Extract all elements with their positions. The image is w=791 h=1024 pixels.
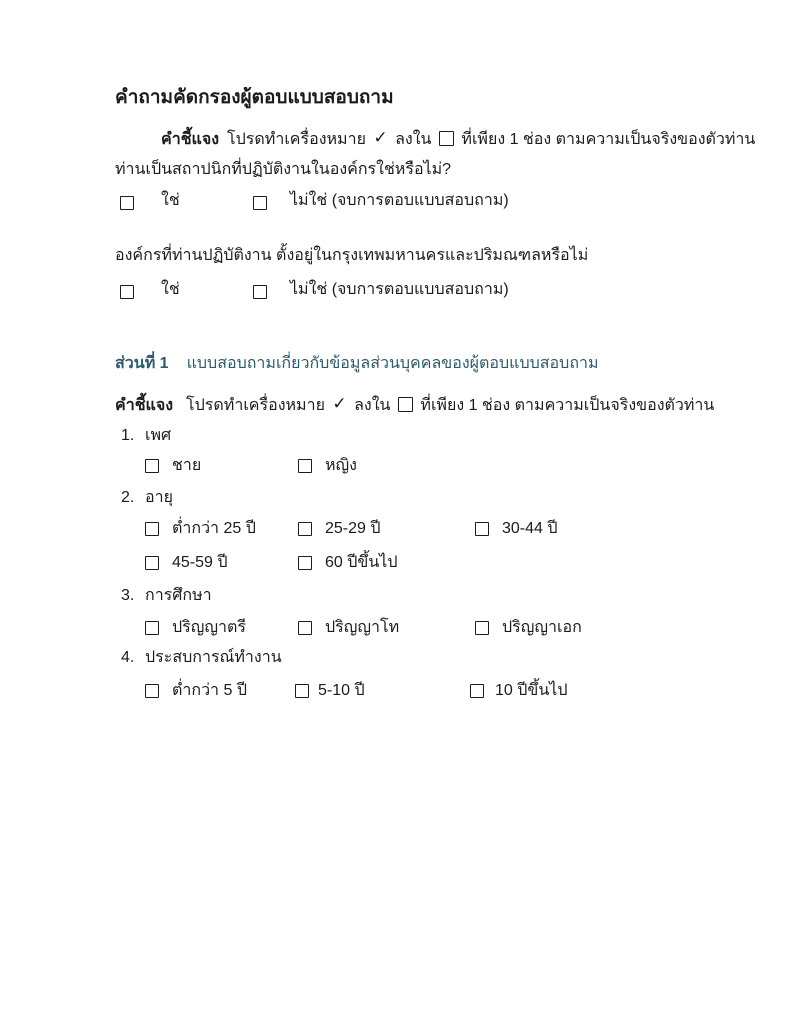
question-1 <box>121 424 171 448</box>
question-4-number: 4. <box>121 649 135 666</box>
checkbox-age-25-29[interactable] <box>298 522 312 536</box>
question-2-text: อายุ <box>145 489 173 506</box>
option-label-exp-10up: 10 ปีขึ้นไป <box>495 682 568 699</box>
option-label-q1-no: ไม่ใช่ (จบการตอบแบบสอบถาม) <box>290 192 509 209</box>
checkbox-glyph-icon <box>439 131 454 146</box>
checkbox-exp-10up[interactable] <box>470 684 484 698</box>
instruction-text-1: โปรดทำเครื่องหมาย <box>186 397 325 414</box>
checkbox-edu-bachelor[interactable] <box>145 621 159 635</box>
option-label-edu-doctorate: ปริญญาเอก <box>502 619 582 636</box>
option-label-q1-yes: ใช่ <box>161 192 180 209</box>
checkbox-age-60up[interactable] <box>298 556 312 570</box>
checkbox-glyph-icon <box>398 397 413 412</box>
option-label-age-45-59: 45-59 ปี <box>172 554 228 571</box>
checkbox-gender-male[interactable] <box>145 459 159 473</box>
question-3 <box>121 584 212 608</box>
instruction-text-2: ลงใน <box>395 131 432 148</box>
checkbox-exp-5-10[interactable] <box>295 684 309 698</box>
option-label-q2-yes: ใช่ <box>161 281 180 298</box>
page-title: คำถามคัดกรองผู้ตอบแบบสอบถาม <box>115 87 394 108</box>
checkbox-q2-no[interactable] <box>253 285 267 299</box>
checkbox-age-30-44[interactable] <box>475 522 489 536</box>
option-label-age-25-29: 25-29 ปี <box>325 520 381 537</box>
option-label-q2-no: ไม่ใช่ (จบการตอบแบบสอบถาม) <box>290 281 509 298</box>
instruction-text-3: ที่เพียง 1 ช่อง ตามความเป็นจริงของตัวท่าน <box>420 397 715 414</box>
option-label-exp-under5: ต่ำกว่า 5 ปี <box>172 682 247 699</box>
screening-instruction <box>161 127 755 152</box>
instruction-label: คำชี้แจง <box>161 131 220 148</box>
checkbox-age-45-59[interactable] <box>145 556 159 570</box>
option-label-gender-female: หญิง <box>325 457 357 474</box>
question-3-number: 3. <box>121 587 135 604</box>
instruction-text-3: ที่เพียง 1 ช่อง ตามความเป็นจริงของตัวท่าน <box>461 131 756 148</box>
screening-question-2: องค์กรที่ท่านปฏิบัติงาน ตั้งอยู่ในกรุงเทพมหานครและปริมณฑลหรือไม่ <box>115 247 589 264</box>
option-label-gender-male: ชาย <box>172 457 202 474</box>
question-3-text: การศึกษา <box>145 587 212 604</box>
checkmark-icon: ✓ <box>332 394 347 413</box>
option-label-age-under25: ต่ำกว่า 25 ปี <box>172 520 256 537</box>
option-label-edu-master: ปริญญาโท <box>325 619 400 636</box>
instruction-label: คำชี้แจง <box>115 397 174 414</box>
checkbox-q2-yes[interactable] <box>120 285 134 299</box>
option-label-edu-bachelor: ปริญญาตรี <box>172 619 246 636</box>
screening-question-1: ท่านเป็นสถาปนิกที่ปฏิบัติงานในองค์กรใช่หรือไม่? <box>115 161 452 178</box>
instruction-text-1: โปรดทำเครื่องหมาย <box>227 131 366 148</box>
question-1-text: เพศ <box>145 427 172 444</box>
section-1-instruction <box>115 393 714 418</box>
section-1-heading <box>115 352 599 376</box>
option-label-age-60up: 60 ปีขึ้นไป <box>325 554 398 571</box>
question-1-number: 1. <box>121 427 135 444</box>
checkbox-q1-no[interactable] <box>253 196 267 210</box>
question-2-number: 2. <box>121 489 135 506</box>
checkmark-icon: ✓ <box>373 128 388 147</box>
checkbox-edu-doctorate[interactable] <box>475 621 489 635</box>
checkbox-age-under25[interactable] <box>145 522 159 536</box>
section-1-title: แบบสอบถามเกี่ยวกับข้อมูลส่วนบุคคลของผู้ตอบแบบสอบถาม <box>186 355 599 372</box>
question-2 <box>121 486 173 510</box>
question-4-text: ประสบการณ์ทำงาน <box>145 649 282 666</box>
section-1-label: ส่วนที่ 1 <box>115 355 169 372</box>
option-label-age-30-44: 30-44 ปี <box>502 520 558 537</box>
instruction-text-2: ลงใน <box>354 397 391 414</box>
question-4 <box>121 646 282 670</box>
checkbox-q1-yes[interactable] <box>120 196 134 210</box>
checkbox-exp-under5[interactable] <box>145 684 159 698</box>
option-label-exp-5-10: 5-10 ปี <box>318 682 365 699</box>
checkbox-gender-female[interactable] <box>298 459 312 473</box>
checkbox-edu-master[interactable] <box>298 621 312 635</box>
